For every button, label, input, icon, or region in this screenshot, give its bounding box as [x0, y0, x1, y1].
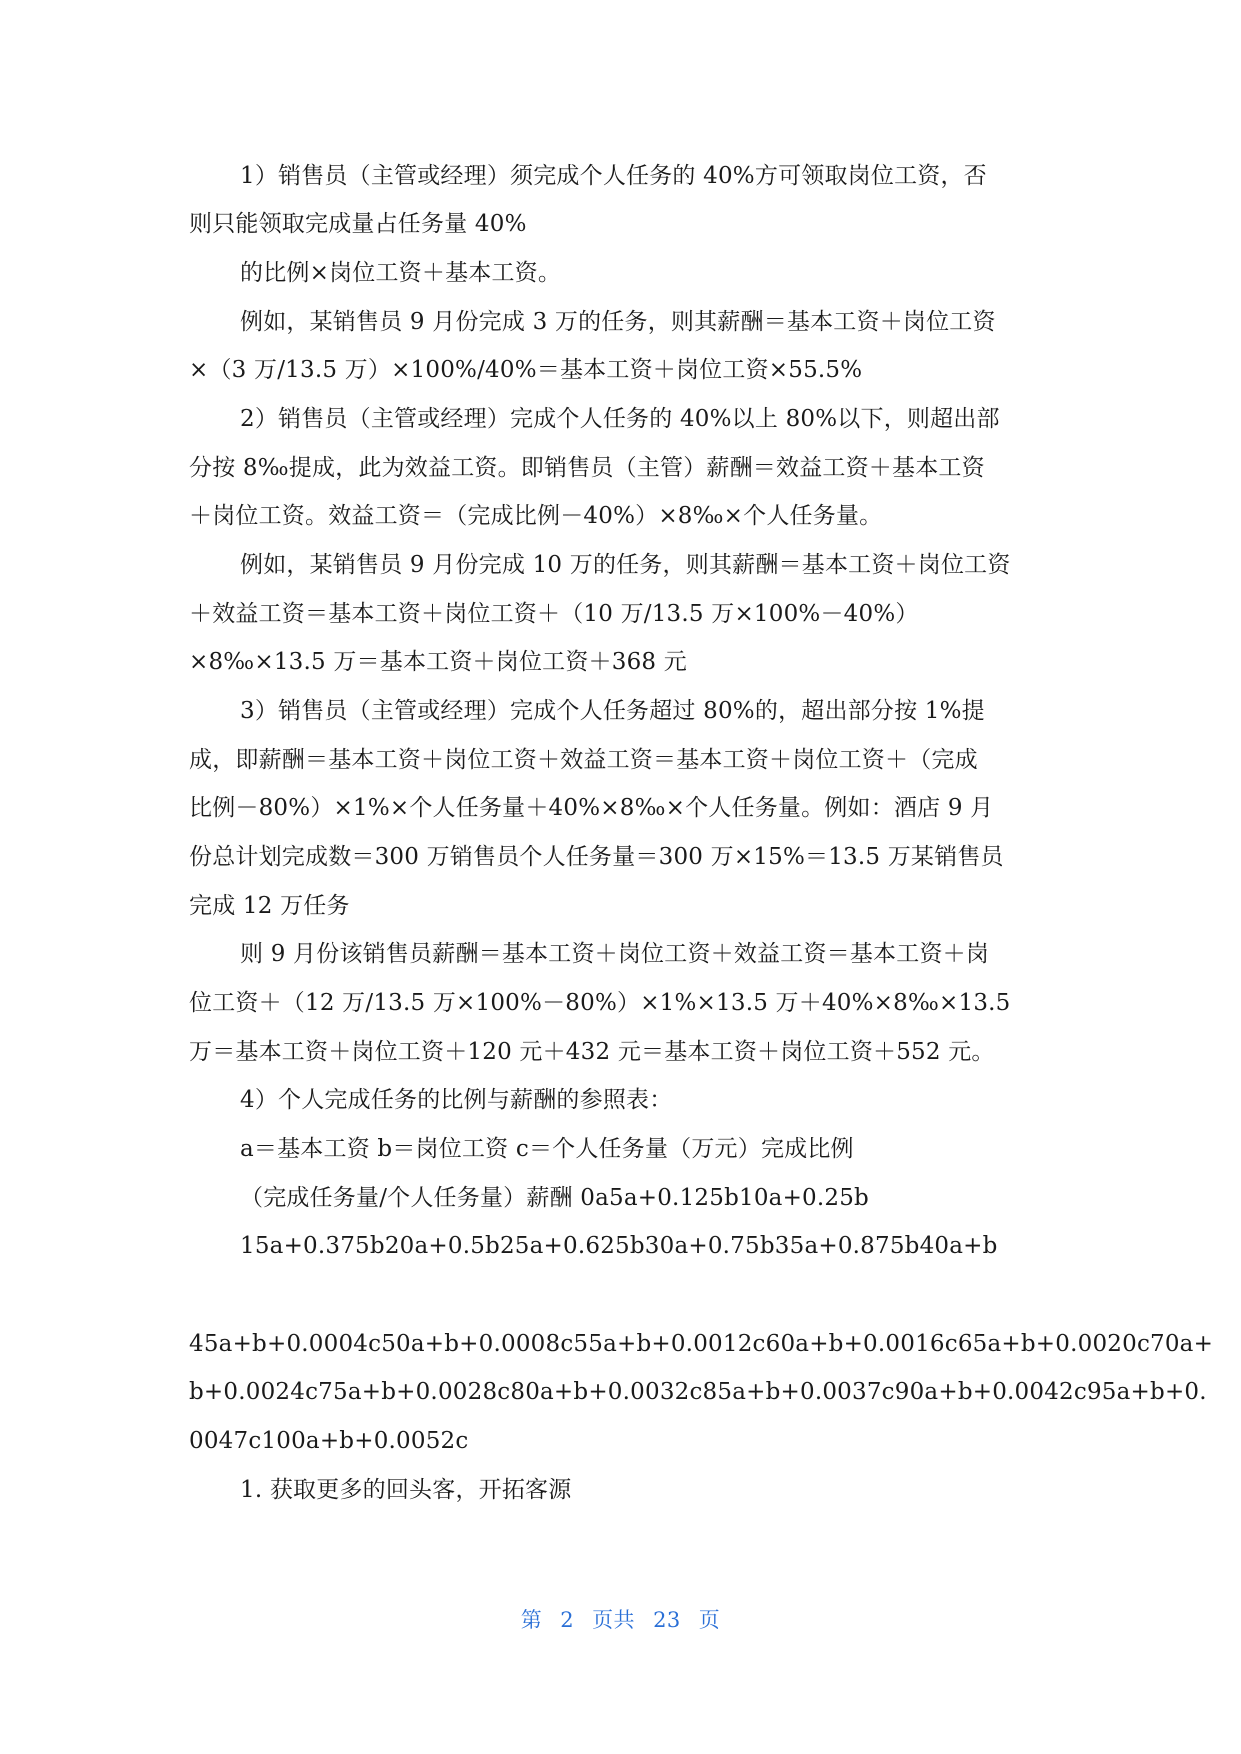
paragraph-line: 比例－80%）×1%×个人任务量＋40%×8‰×个人任务量。例如：酒店 9 月: [189, 795, 994, 821]
paragraph-line: 2）销售员（主管或经理）完成个人任务的 40%以上 80%以下，则超出部: [240, 406, 1000, 432]
page-footer: [0, 1604, 1241, 1634]
paragraph-line: 则 9 月份该销售员薪酬＝基本工资＋岗位工资＋效益工资＝基本工资＋岗: [240, 941, 990, 967]
paragraph-line: 份总计划完成数＝300 万销售员个人任务量＝300 万×15%＝13.5 万某销售员: [189, 844, 1004, 870]
current-page-number: 2: [560, 1608, 575, 1632]
paragraph-line: b+0.0024c75a+b+0.0028c80a+b+0.0032c85a+b+0.0037c90a+b+0.0042c95a+b+0.: [189, 1379, 1207, 1405]
page-label-suffix: 页: [698, 1608, 721, 1632]
section-heading: 1. 获取更多的回头客，开拓客源: [240, 1477, 572, 1503]
total-pages-number: 23: [653, 1608, 681, 1632]
paragraph-line: 位工资＋（12 万/13.5 万×100%－80%）×1%×13.5 万＋40%×8‰×13.5: [189, 990, 1011, 1016]
paragraph-line: a＝基本工资 b＝岗位工资 c＝个人任务量（万元）完成比例: [240, 1136, 854, 1162]
paragraph-line: 例如，某销售员 9 月份完成 10 万的任务，则其薪酬＝基本工资＋岗位工资: [240, 552, 1011, 578]
paragraph-line: 15a+0.375b20a+0.5b25a+0.625b30a+0.75b35a+0.875b40a+b: [240, 1233, 998, 1259]
paragraph-line: 45a+b+0.0004c50a+b+0.0008c55a+b+0.0012c60a+b+0.0016c65a+b+0.0020c70a+: [189, 1331, 1214, 1357]
paragraph-line: 分按 8‰提成，此为效益工资。即销售员（主管）薪酬＝效益工资＋基本工资: [189, 455, 985, 481]
paragraph-line: 的比例×岗位工资＋基本工资。: [240, 260, 562, 286]
paragraph-line: （完成任务量/个人任务量）薪酬 0a5a+0.125b10a+0.25b: [240, 1185, 869, 1211]
paragraph-line: ＋岗位工资。效益工资＝（完成比例－40%）×8‰×个人任务量。: [189, 503, 883, 529]
paragraph-line: 成，即薪酬＝基本工资＋岗位工资＋效益工资＝基本工资＋岗位工资＋（完成: [189, 747, 978, 773]
paragraph-line: 1）销售员（主管或经理）须完成个人任务的 40%方可领取岗位工资，否: [240, 163, 987, 189]
paragraph-line: ×（3 万/13.5 万）×100%/40%＝基本工资＋岗位工资×55.5%: [189, 357, 863, 383]
paragraph-line: 万＝基本工资＋岗位工资＋120 元＋432 元＝基本工资＋岗位工资＋552 元。: [189, 1039, 995, 1065]
paragraph-line: 0047c100a+b+0.0052c: [189, 1428, 469, 1454]
page-label-mid: 页共: [592, 1608, 636, 1632]
paragraph-line: 完成 12 万任务: [189, 893, 350, 919]
page-label-prefix: 第: [520, 1608, 543, 1632]
paragraph-line: 3）销售员（主管或经理）完成个人任务超过 80%的，超出部分按 1%提: [240, 698, 985, 724]
paragraph-line: ×8‰×13.5 万＝基本工资＋岗位工资＋368 元: [189, 649, 687, 675]
paragraph-line: ＋效益工资＝基本工资＋岗位工资＋（10 万/13.5 万×100%－40%）: [189, 601, 919, 627]
paragraph-line: 则只能领取完成量占任务量 40%: [189, 211, 527, 237]
paragraph-line: 例如，某销售员 9 月份完成 3 万的任务，则其薪酬＝基本工资＋岗位工资: [240, 309, 996, 335]
paragraph-line: 4）个人完成任务的比例与薪酬的参照表：: [240, 1087, 673, 1113]
